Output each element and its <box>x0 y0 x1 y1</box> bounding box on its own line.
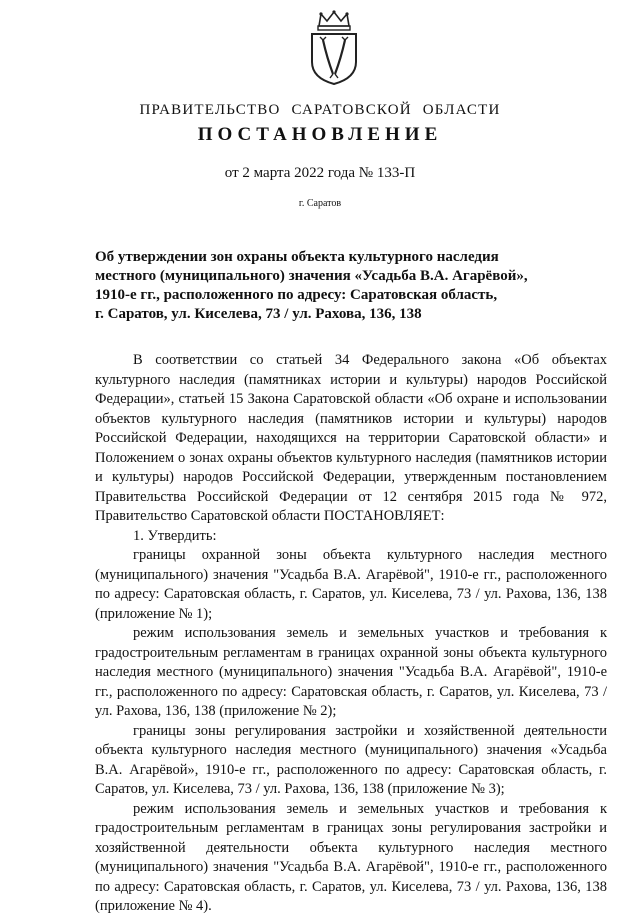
government-name: ПРАВИТЕЛЬСТВО САРАТОВСКОЙ ОБЛАСТИ <box>139 102 501 118</box>
title-line: Об утверждении зон охраны объекта культурного наследия <box>95 249 499 265</box>
document-type: ПОСТАНОВЛЕНИЕ <box>197 124 443 145</box>
title-line: г. Саратов, ул. Киселева, 73 / ул. Рахова, 136, 138 <box>95 306 422 322</box>
body-paragraph: режим использования земель и земельных участков и требования к градостроительным регламентам в границах охранной зоны объекта культурного наследия местного (муниципального) значения "Усадьба В.А. Агарёвой", 1910-е гг., расположенного по адресу: Саратовская область, г. Саратов, ул. Киселева, 73 / ул. Рахова, 136, 138 (приложение № 2); <box>95 625 607 719</box>
document-title <box>95 248 528 324</box>
body-paragraph: границы зоны регулирования застройки и хозяйственной деятельности объекта культурного наследия местного (муниципального) значения «Усадьба В.А. Агарёвой», 1910-е гг., расположенного по адресу: Саратовская область, г. Саратов, ул. Киселева, 73 / ул. Рахова, 136, 138 (приложение № 3); <box>95 722 607 797</box>
coat-of-arms-icon <box>303 10 365 86</box>
body-paragraph: 1. Утвердить: <box>133 527 217 544</box>
document-body <box>95 351 607 917</box>
body-paragraph: режим использования земель и земельных участков и требования к градостроительным регламентам в границах зоны регулирования застройки и хозяйственной деятельности объекта культурного наследия местного (муниципального) значения "Усадьба В.А. Агарёвой", 1910-е гг., расположенного по адресу: Саратовская область, г. Саратов, ул. Киселева, 73 / ул. Рахова, 136, 138 (приложение № 4). <box>95 800 607 914</box>
title-line: местного (муниципального) значения «Усадьба В.А. Агарёвой», <box>95 268 528 284</box>
body-paragraph: границы охранной зоны объекта культурного наследия местного (муниципального) значения "Усадьба В.А. Агарёвой", 1910-е гг., расположенного по адресу: Саратовская область, г. Саратов, ул. Киселева, 73 / ул. Рахова, 136, 138 (приложение № 1); <box>95 547 607 622</box>
document-city: г. Саратов <box>298 198 342 209</box>
body-paragraph: В соответствии со статьей 34 Федерального закона «Об объектах культурного наследия (памятниках истории и культуры) народов Российской Федерации», статьей 15 Закона Саратовской области «Об охране и использовании объектов культурного наследия (памятников истории и культуры) народов Российской Федерации, находящихся на территории Саратовской области» и Положением о зонах охраны объектов культурного наследия (памятников истории и культуры) народов Российской Федерации, утвержденным постановлением Правительства Российской Федерации от 12 сентября 2015 года № 972, Правительство Саратовской области ПОСТАНОВЛЯЕТ: <box>95 352 607 524</box>
title-line: 1910-е гг., расположенного по адресу: Саратовская область, <box>95 287 498 303</box>
document-date-number: от 2 марта 2022 года № 133-П <box>224 165 416 181</box>
